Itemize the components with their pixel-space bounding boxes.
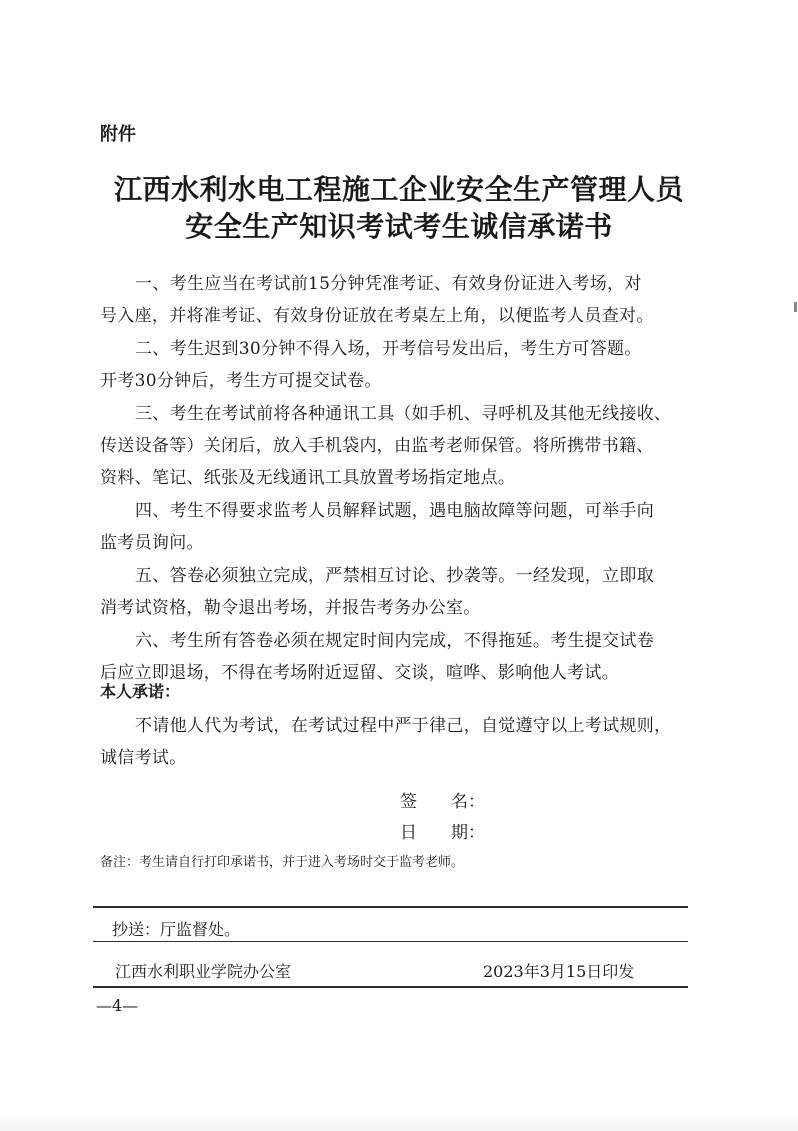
rule-3-line-3: 资料、笔记、纸张及无线通讯工具放置考场指定地点。	[100, 468, 516, 488]
rule-3-line-1: 三、考生在考试前将各种通讯工具（如手机、寻呼机及其他无线接收、	[135, 404, 672, 424]
rule-6-line-2: 后应立即退场，不得在考场附近逗留、交谈，喧哗、影响他人考试。	[100, 663, 619, 683]
rule-5-line-2: 消考试资格，勒令退出考场，并报告考务办公室。	[100, 598, 481, 618]
divider-bottom	[93, 986, 688, 988]
scan-bottom-edge	[0, 1114, 798, 1131]
document-title-line-1: 江西水利水电工程施工企业安全生产管理人员	[113, 173, 684, 206]
divider-top	[93, 906, 688, 908]
rule-6-line-1: 六、考生所有答卷必须在规定时间内完成，不得拖延。考生提交试卷	[135, 631, 654, 651]
rule-4-line-2: 监考员询问。	[100, 533, 204, 553]
rule-1-line-1: 一、考生应当在考试前15分钟凭准考证、有效身份证进入考场，对	[135, 274, 642, 294]
date-label: 日 期：	[400, 823, 485, 843]
rule-4-line-1: 四、考生不得要求监考人员解释试题，遇电脑故障等问题，可举手向	[135, 501, 654, 521]
remark-note: 备注：考生请自行打印承诺书，并于进入考场时交于监考老师。	[100, 855, 465, 870]
rule-2-line-2: 开考30分钟后，考生方可提交试卷。	[100, 371, 382, 391]
rule-3-line-2: 传送设备等）关闭后，放入手机袋内，由监考老师保管。将所携带书籍、	[100, 436, 654, 456]
page-number: —4—	[96, 996, 139, 1015]
scan-margin-mark	[794, 302, 797, 312]
cc-line: 抄送：厅监督处。	[112, 920, 241, 939]
document-title-line-2: 安全生产知识考试考生诚信承诺书	[185, 210, 613, 243]
attachment-label: 附件	[100, 124, 136, 145]
promise-text-line-1: 不请他人代为考试，在考试过程中严于律己，自觉遵守以上考试规则，	[135, 716, 672, 736]
rule-1-line-2: 号入座，并将准考证、有效身份证放在考桌左上角，以便监考人员查对。	[100, 306, 654, 326]
rule-5-line-1: 五、答卷必须独立完成，严禁相互讨论、抄袭等。一经发现，立即取	[135, 566, 654, 586]
rule-2-line-1: 二、考生迟到30分钟不得入场，开考信号发出后，考生方可答题。	[135, 339, 642, 359]
promise-text-line-2: 诚信考试。	[100, 748, 187, 768]
promise-heading: 本人承诺：	[100, 682, 181, 701]
issue-date: 2023年3月15日印发	[483, 962, 635, 981]
signature-label: 签 名：	[400, 792, 485, 812]
divider-middle	[93, 941, 688, 942]
issuer: 江西水利职业学院办公室	[115, 962, 292, 981]
